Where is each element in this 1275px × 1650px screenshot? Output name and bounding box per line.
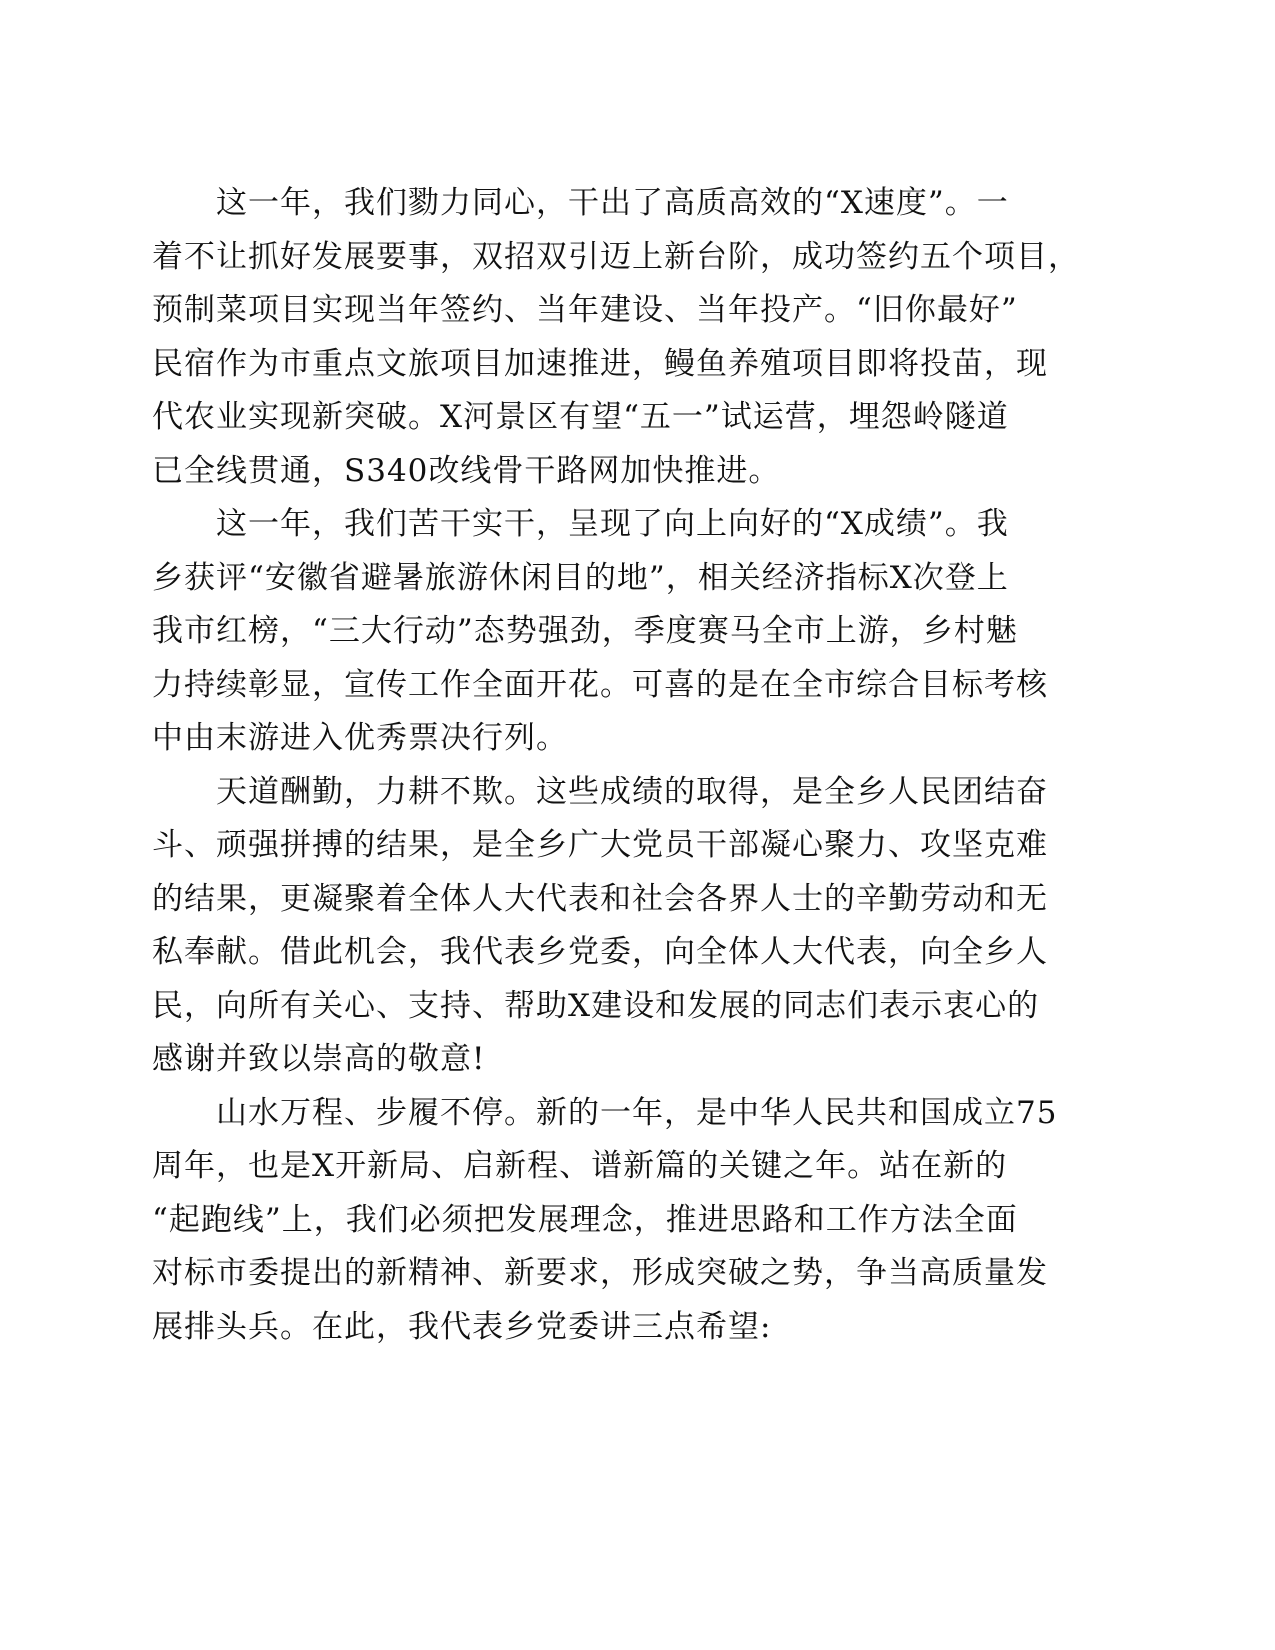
paragraph-line: 山水万程、步履不停。新的一年，是中华人民共和国成立75 [216,1094,1058,1131]
paragraph-line: 展排头兵。在此，我代表乡党委讲三点希望: [152,1308,772,1345]
paragraph-line: 已全线贯通，S340改线骨干路网加快推进。 [152,452,781,489]
paragraph-gratitude [152,766,1097,1087]
paragraph-line: 中由末游进入优秀票决行列。 [152,720,568,756]
paragraph-line: 感谢并致以崇高的敬意! [152,1041,486,1077]
paragraph-line: 斗、顽强拼搏的结果，是全乡广大党员干部凝心聚力、攻坚克难 [152,827,1048,863]
paragraph-x-speed [152,177,1097,498]
paragraph-line: 这一年，我们勠力同心，干出了高质高效的“X速度”。一 [216,185,1009,221]
paragraph-line: 力持续彰显，宣传工作全面开花。可喜的是在全市综合目标考核 [152,666,1048,703]
paragraph-line: “起跑线”上，我们必须把发展理念，推进思路和工作方法全面 [152,1201,1018,1238]
paragraph-line: 代农业实现新突破。X河景区有望“五一”试运营，埋怨岭隧道 [152,399,1009,435]
paragraph-new-year [152,1087,1097,1355]
paragraph-line: 私奉献。借此机会，我代表乡党委，向全体人大代表，向全乡人 [152,934,1048,970]
paragraph-line: 天道酬勤，力耕不欺。这些成绩的取得，是全乡人民团结奋 [216,773,1048,810]
paragraph-line: 民，向所有关心、支持、帮助X建设和发展的同志们表示衷心的 [152,987,1040,1024]
paragraph-line: 对标市委提出的新精神、新要求，形成突破之势，争当高质量发 [152,1255,1048,1291]
paragraph-line: 我市红榜，“三大行动”态势强劲，季度赛马全市上游，乡村魅 [152,613,1018,649]
paragraph-line: 着不让抓好发展要事，双招双引迈上新台阶，成功签约五个项目， [152,238,1080,275]
paragraph-line: 的结果，更凝聚着全体人大代表和社会各界人士的辛勤劳动和无 [152,880,1048,917]
paragraph-line: 这一年，我们苦干实干，呈现了向上向好的“X成绩”。我 [216,506,1009,542]
paragraph-x-achievements [152,498,1097,766]
paragraph-line: 民宿作为市重点文旅项目加速推进，鳗鱼养殖项目即将投苗，现 [152,345,1048,382]
paragraph-line: 乡获评“安徽省避暑旅游休闲目的地”，相关经济指标X次登上 [152,559,1009,596]
paragraph-line: 周年，也是X开新局、启新程、谱新篇的关键之年。站在新的 [152,1148,1008,1184]
body-text [152,177,1097,1354]
paragraph-line: 预制菜项目实现当年签约、当年建设、当年投产。“旧你最好” [152,292,1018,328]
